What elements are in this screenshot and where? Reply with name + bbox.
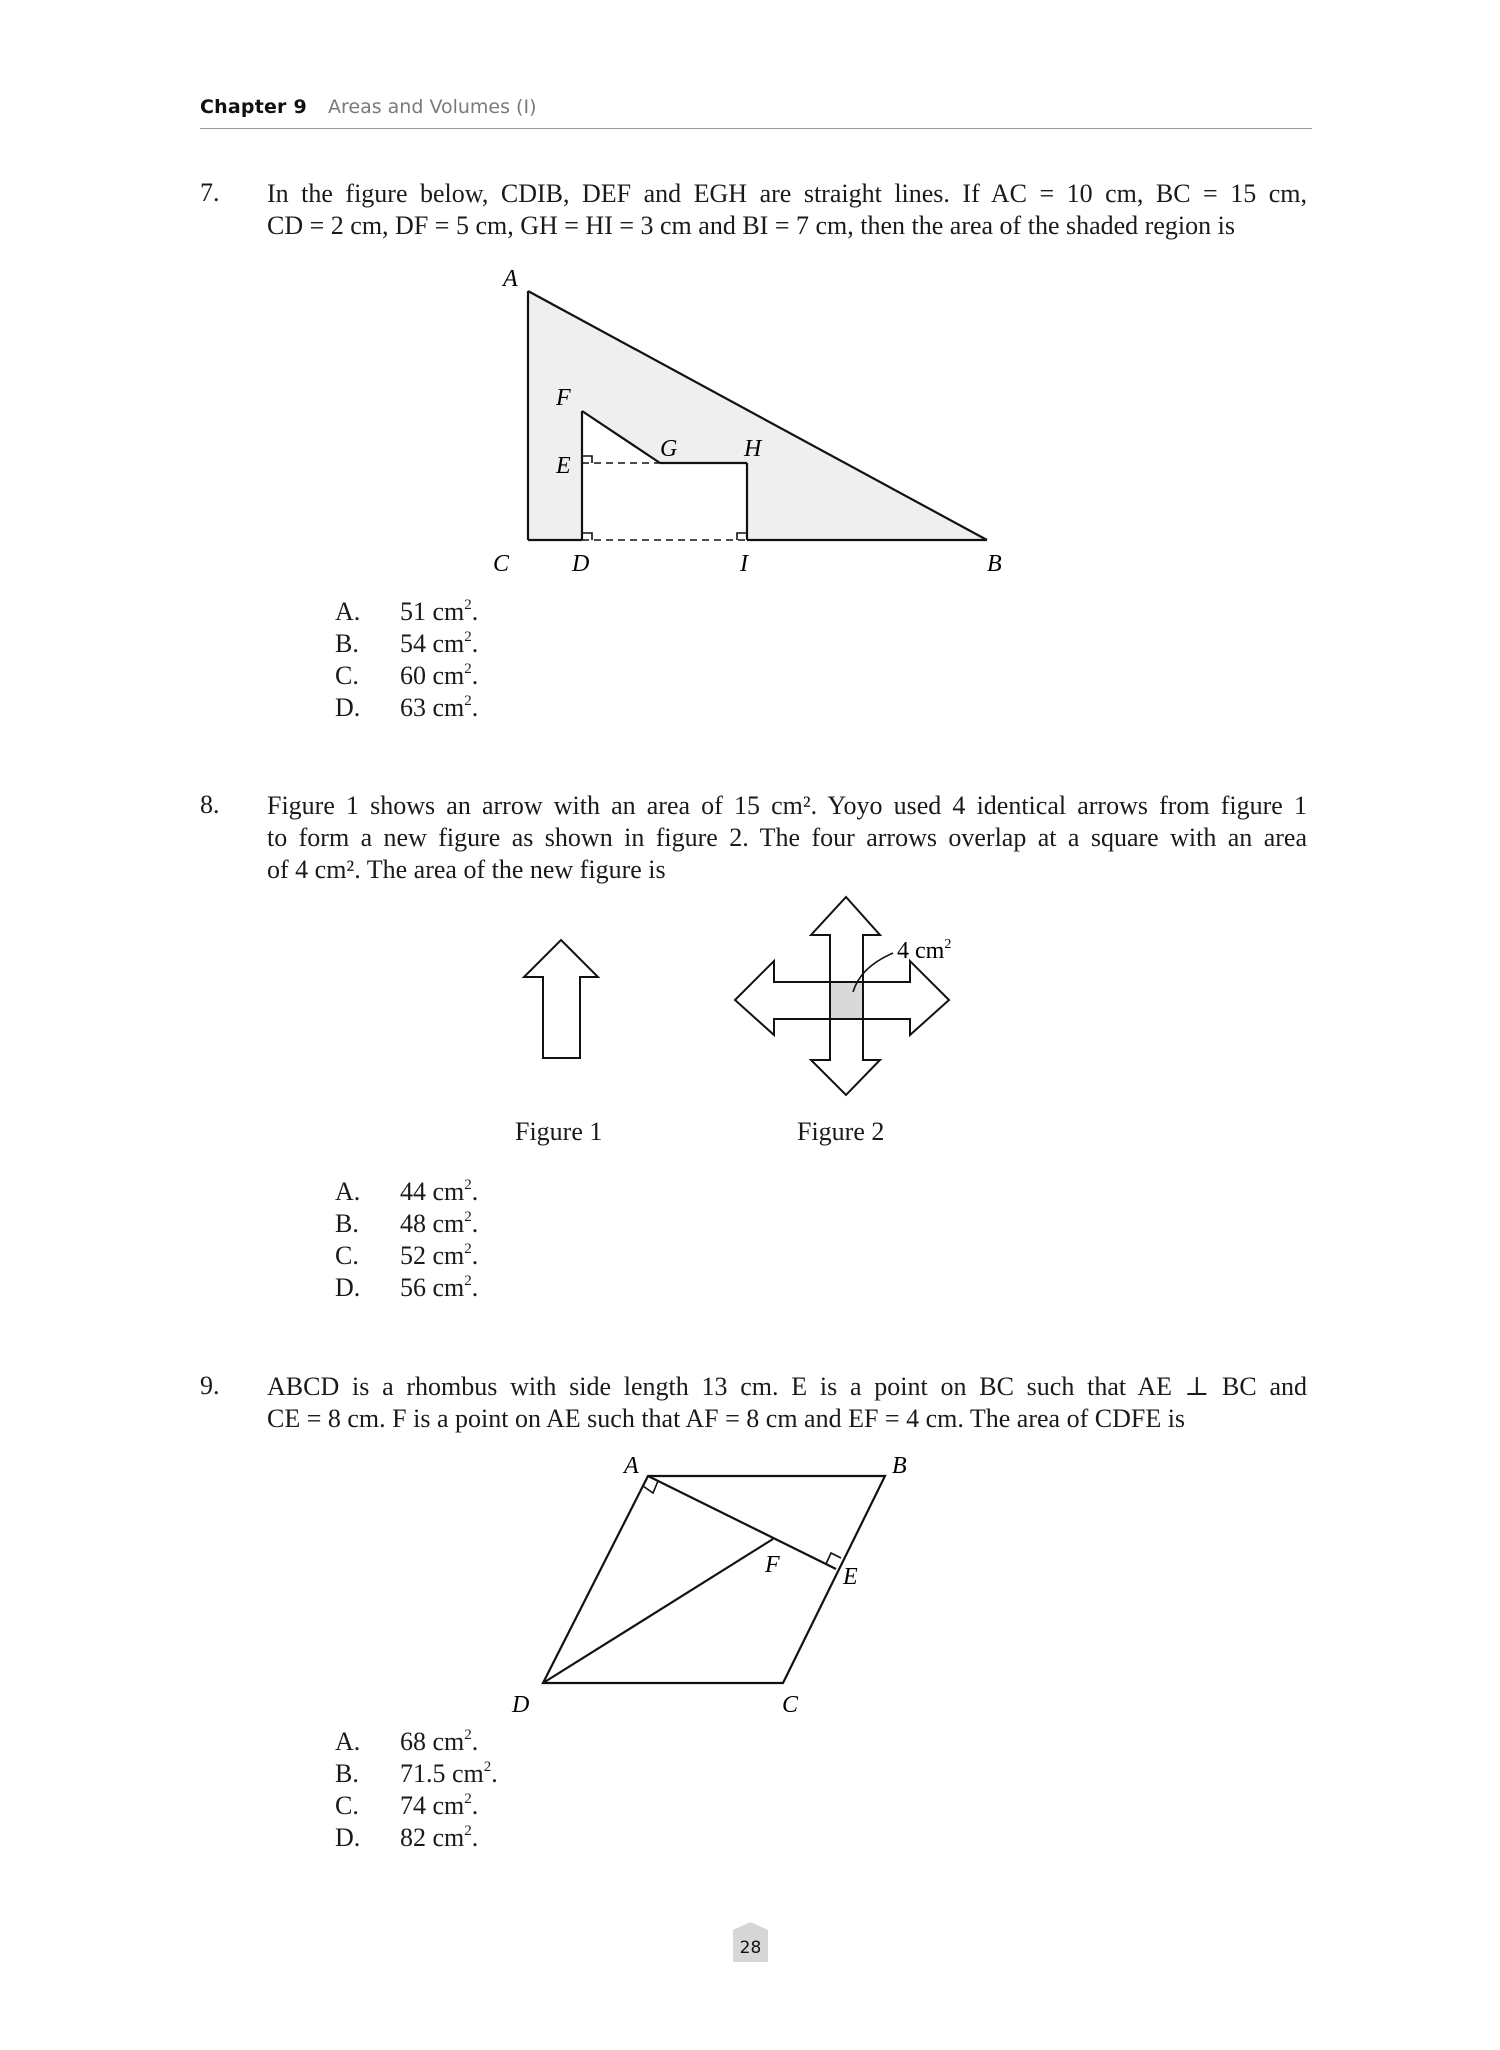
question-number: 8. (200, 790, 220, 819)
question-text-line: to form a new figure as shown in figure 2. The four arrows overlap at a square with an area (267, 823, 1307, 852)
point-label-b: B (892, 1453, 907, 1479)
point-label-b: B (987, 551, 1002, 577)
option-label: D. (335, 1823, 361, 1852)
superscript: 2 (464, 629, 472, 645)
page-number: 28 (739, 1938, 762, 1958)
option-period: . (471, 1791, 479, 1820)
page-number-badge (733, 1922, 768, 1962)
option-label: A. (335, 1177, 361, 1206)
option-value: 68 cm (400, 1727, 465, 1756)
answer-options (335, 1176, 635, 1316)
option-period: . (471, 1241, 479, 1270)
question-text-line: CD = 2 cm, DF = 5 cm, GH = HI = 3 cm and BI = 7 cm, then the area of the shaded region is (267, 211, 1235, 240)
option-label: B. (335, 1759, 359, 1788)
option-label: A. (335, 597, 361, 626)
option-label: C. (335, 1241, 359, 1270)
option-value: 48 cm (400, 1209, 465, 1238)
superscript: 2 (464, 597, 472, 613)
right-angle-mark-e (826, 1553, 841, 1564)
option-period: . (471, 661, 479, 690)
option-value: 51 cm (400, 597, 465, 626)
point-label-a: A (624, 1453, 639, 1479)
option-value: 60 cm (400, 661, 465, 690)
option-value: 71.5 cm (400, 1759, 484, 1788)
option-label: C. (335, 1791, 359, 1820)
segment-ae (648, 1476, 836, 1569)
question-number: 7. (200, 178, 220, 207)
superscript: 2 (464, 1273, 472, 1289)
option-period: . (491, 1759, 498, 1788)
triangle-figure (480, 255, 1040, 585)
question-text-line: CE = 8 cm. F is a point on AE such that AF = 8 cm and EF = 4 cm. The area of CDFE is (267, 1404, 1186, 1433)
point-label-g: G (660, 436, 678, 462)
point-label-c: C (782, 1692, 799, 1718)
option-period: . (471, 1273, 479, 1302)
option-value: 56 cm (400, 1273, 465, 1302)
option-label: A. (335, 1727, 361, 1756)
option-label: D. (335, 693, 361, 722)
point-label-d: D (512, 1692, 530, 1718)
superscript: 2 (464, 661, 472, 677)
arrow-up (811, 897, 880, 982)
point-label-d: D (572, 551, 590, 577)
option-value: 52 cm (400, 1241, 465, 1270)
option-label: C. (335, 661, 359, 690)
arrow-down (811, 1019, 880, 1095)
superscript: 2 (464, 1241, 472, 1257)
arrow-figure-2 (735, 897, 952, 1095)
option-period: . (471, 1727, 479, 1756)
superscript: 2 (464, 1823, 472, 1839)
question-text-line: of 4 cm². The area of the new figure is (267, 855, 666, 884)
superscript: 2 (464, 693, 472, 709)
superscript: 2 (464, 1177, 472, 1193)
question-text-line: ABCD is a rhombus with side length 13 cm. E is a point on BC such that AE ⊥ BC and (267, 1372, 1307, 1401)
point-label-h: H (744, 436, 762, 462)
option-label: B. (335, 1209, 359, 1238)
figure-2-caption: Figure 2 (797, 1117, 885, 1146)
option-period: . (471, 597, 479, 626)
arrow-figure-1 (524, 940, 598, 1058)
point-label-e: E (843, 1564, 858, 1590)
superscript: 2 (483, 1759, 492, 1775)
point-label-f: F (765, 1552, 780, 1578)
point-label-f: F (556, 385, 571, 411)
point-label-a: A (503, 266, 518, 292)
arrow-right (863, 961, 949, 1035)
arrow-left (735, 961, 830, 1035)
option-label: B. (335, 629, 359, 658)
superscript: 2 (464, 1209, 472, 1225)
rhombus-figure (500, 1440, 960, 1730)
option-value: 44 cm (400, 1177, 465, 1206)
option-period: . (471, 693, 479, 722)
superscript: 2 (464, 1791, 472, 1807)
overlap-area-label (897, 937, 951, 964)
question-number: 9. (200, 1371, 220, 1400)
point-label-c: C (493, 551, 510, 577)
figure-1-caption: Figure 1 (515, 1117, 603, 1146)
header-divider (200, 128, 1312, 129)
option-label: D. (335, 1273, 361, 1302)
superscript: 2 (944, 937, 952, 952)
question-text-line: Figure 1 shows an arrow with an area of 15 cm². Yoyo used 4 identical arrows from figure 1 (267, 791, 1307, 820)
chapter-title: Areas and Volumes (I) (328, 96, 537, 118)
overlap-area-value: 4 cm (897, 938, 945, 964)
answer-options (335, 596, 635, 736)
option-value: 63 cm (400, 693, 465, 722)
superscript: 2 (464, 1727, 472, 1743)
question-text-line: In the figure below, CDIB, DEF and EGH are straight lines. If AC = 10 cm, BC = 15 cm, (267, 179, 1307, 208)
answer-options (335, 1726, 635, 1866)
option-period: . (471, 629, 479, 658)
option-value: 74 cm (400, 1791, 465, 1820)
arrow-figures (490, 890, 1010, 1110)
chapter-label: Chapter 9 (200, 96, 307, 118)
segment-df (543, 1539, 773, 1683)
overlap-square (830, 982, 863, 1019)
option-period: . (471, 1823, 479, 1852)
option-value: 82 cm (400, 1823, 465, 1852)
point-label-i: I (740, 551, 748, 577)
option-value: 54 cm (400, 629, 465, 658)
point-label-e: E (556, 453, 571, 479)
option-period: . (471, 1177, 479, 1206)
option-period: . (471, 1209, 479, 1238)
